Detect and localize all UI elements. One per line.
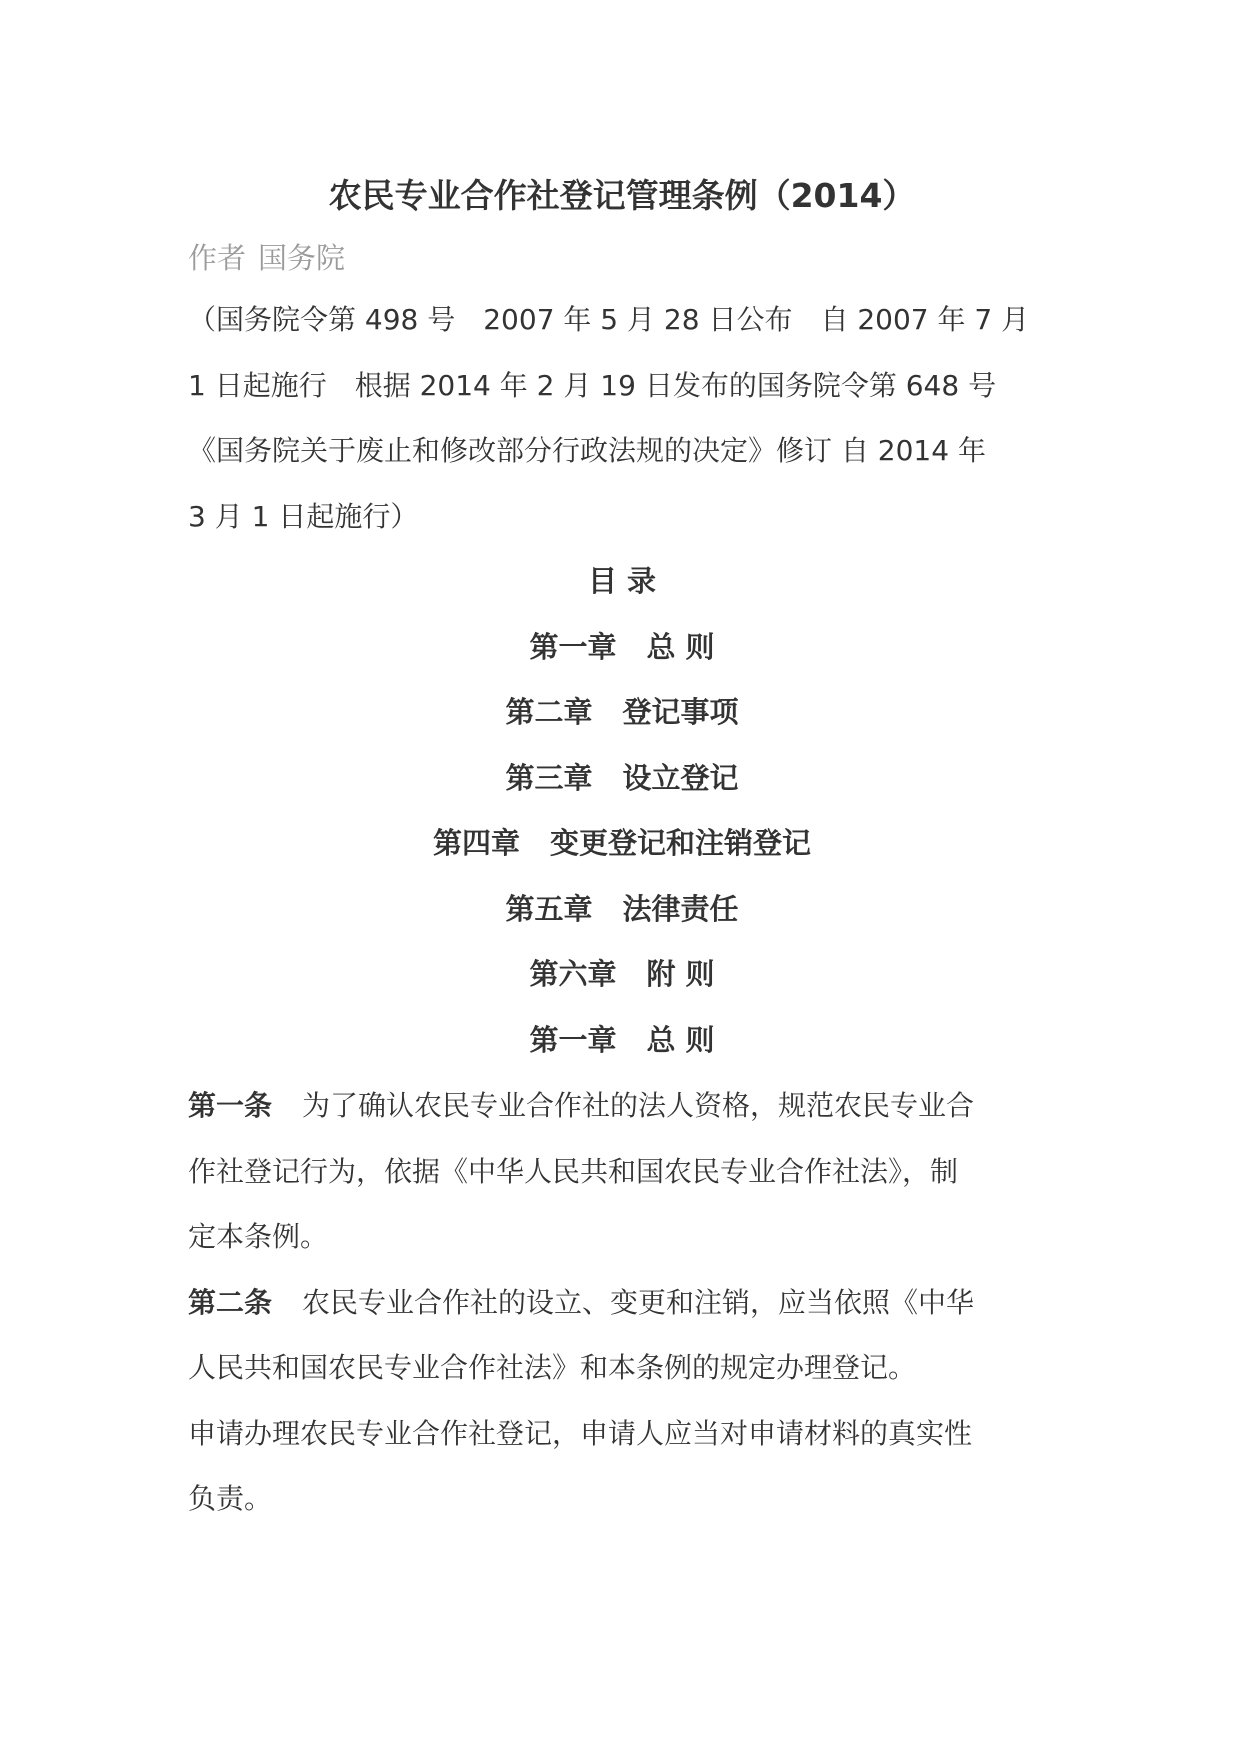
toc-chapter-number: 第一章	[529, 629, 617, 664]
paragraph-line: 申请办理农民专业合作社登记，申请人应当对申请材料的真实性	[188, 1416, 973, 1450]
article-number: 第一条	[188, 1089, 273, 1122]
toc-chapter-name: 法律责任	[622, 891, 739, 926]
author-label: 作者	[188, 241, 247, 275]
toc-item	[188, 877, 1056, 943]
toc-chapter-name: 设立登记	[622, 760, 739, 795]
preamble	[188, 287, 1056, 549]
article-line: 定本条例。	[188, 1220, 329, 1253]
toc-chapter-name: 登记事项	[622, 695, 739, 729]
article	[188, 1270, 1056, 1401]
preamble-line: 《国务院关于废止和修改部分行政法规的决定》修订 自 2014 年	[188, 434, 986, 467]
toc-item	[188, 811, 1056, 877]
paragraph-line: 负责。	[188, 1482, 273, 1515]
chapter-name: 总 则	[646, 1022, 715, 1057]
chapter-heading	[188, 1008, 1056, 1074]
toc-chapter-number: 第五章	[505, 891, 593, 926]
toc-chapter-name: 附 则	[646, 957, 715, 991]
toc-item	[188, 942, 1056, 1008]
body-paragraph	[188, 1401, 1056, 1532]
article-line: 人民共和国农民专业合作社法》和本条例的规定办理登记。	[188, 1351, 917, 1384]
toc-chapter-number: 第六章	[529, 957, 617, 991]
article-line	[188, 1073, 1056, 1139]
toc-item	[188, 615, 1056, 681]
preamble-line: 1 日起施行 根据 2014 年 2 月 19 日发布的国务院令第 648 号	[188, 368, 997, 402]
article-line	[188, 1270, 1056, 1336]
article	[188, 1073, 1056, 1270]
author-line	[188, 230, 1056, 287]
document-page	[188, 166, 1056, 1532]
article-number: 第二条	[188, 1285, 273, 1319]
author-name: 国务院	[258, 241, 346, 275]
preamble-line: 3 月 1 日起施行）	[188, 499, 419, 533]
article-text: 为了确认农民专业合作社的法人资格，规范农民专业合	[302, 1089, 975, 1122]
toc-item	[188, 746, 1056, 812]
toc-chapter-number: 第三章	[505, 760, 593, 795]
toc-chapter-number: 第二章	[505, 695, 593, 729]
preamble-line: （国务院令第 498 号 2007 年 5 月 28 日公布 自 2007 年 7 月	[188, 303, 1030, 336]
document-title: 农民专业合作社登记管理条例（2014）	[328, 176, 916, 215]
article-text: 农民专业合作社的设立、变更和注销，应当依照《中华	[302, 1285, 975, 1319]
chapter-number: 第一章	[529, 1022, 617, 1057]
toc-chapter-name: 变更登记和注销登记	[550, 826, 812, 860]
toc-chapter-number: 第四章	[432, 826, 520, 860]
article-line: 作社登记行为，依据《中华人民共和国农民专业合作社法》，制	[188, 1154, 959, 1188]
table-of-contents	[188, 615, 1056, 1008]
toc-chapter-name: 总 则	[646, 629, 715, 664]
toc-heading: 目 录	[587, 564, 657, 598]
toc-item	[188, 680, 1056, 746]
